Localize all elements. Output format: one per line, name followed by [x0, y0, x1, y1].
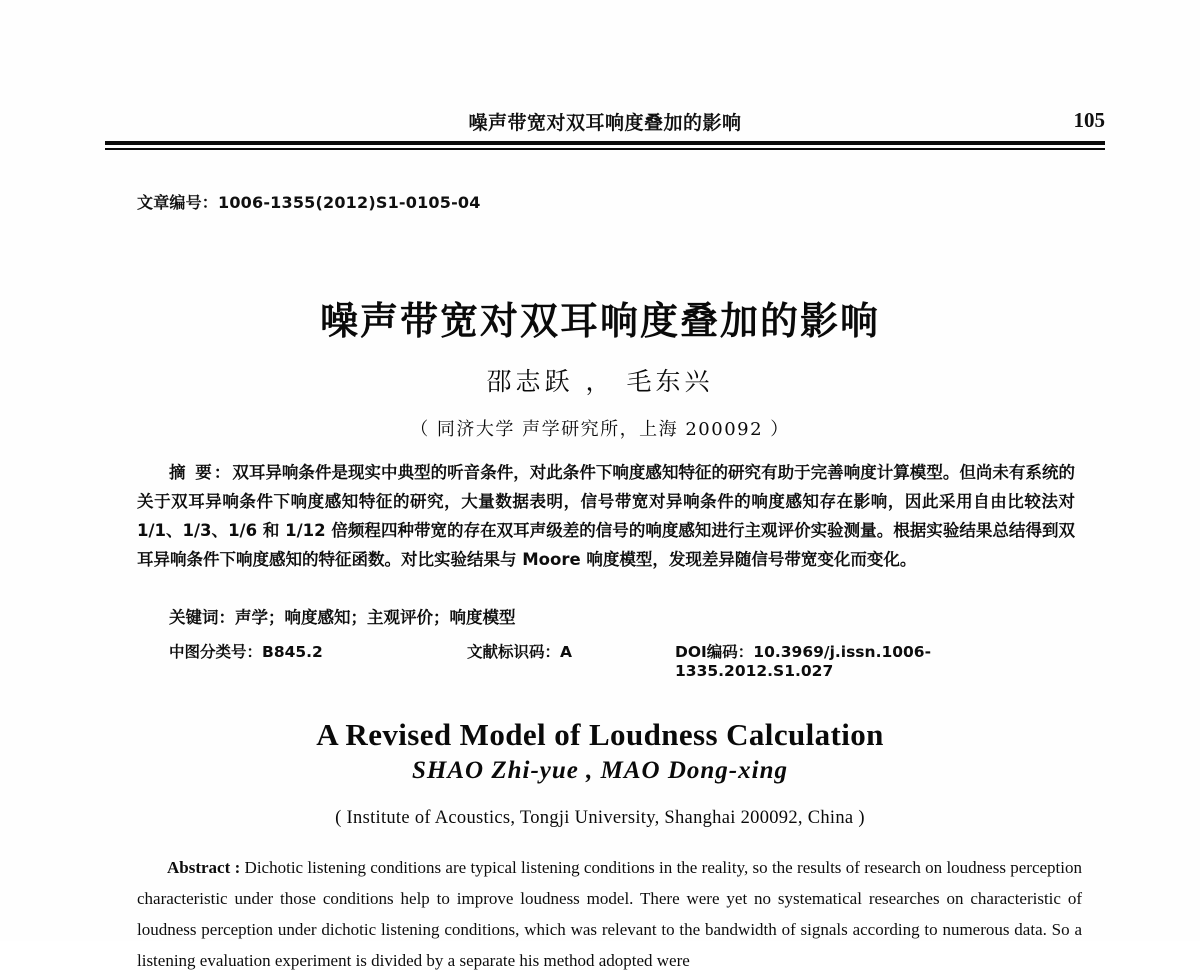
doi-code: DOI编码：10.3969/j.issn.1006-1335.2012.S1.027: [675, 643, 932, 680]
abstract-english: [137, 852, 1082, 976]
page-title-english: A Revised Model of Loudness Calculation: [316, 716, 884, 752]
abstract-chinese: [137, 458, 1075, 574]
classification-row: [137, 640, 1075, 680]
document-code: 文献标识码：A: [467, 643, 572, 661]
abstract-label-english: Abstract :: [167, 858, 241, 877]
running-head-title: 噪声带宽对双耳响度叠加的影响: [468, 112, 742, 134]
article-number: 文章编号：1006-1355(2012)S1-0105-04: [137, 193, 481, 212]
page-number: 105: [1073, 108, 1105, 132]
affiliation-english: ( Institute of Acoustics, Tongji University, Shanghai 200092, China ): [335, 808, 865, 828]
authors-english: SHAO Zhi-yue , MAO Dong-xing: [412, 757, 788, 784]
clc-number: 中图分类号：B845.2: [169, 643, 323, 661]
abstract-label-chinese: 摘 要：: [169, 463, 233, 482]
affiliation-chinese: （ 同济大学 声学研究所，上海 200092 ）: [410, 419, 790, 440]
abstract-body-english: Dichotic listening conditions are typical listening conditions in the reality, so the results of research on loudness perception characteristic under those conditions help to improve loudness model. There were yet no systematical researches on characteristic of loudness perception under dichotic listening conditions, which was relevant to the bandwidth of signals according to numerous data. So a listening evaluation experiment is divided by a separate his method adopted were: [137, 858, 1082, 970]
keywords-chinese: 关键词：声学；响度感知；主观评价；响度模型: [169, 608, 516, 627]
abstract-body-chinese: 双耳异响条件是现实中典型的听音条件，对此条件下响度感知特征的研究有助于完善响度计算模型。但尚未有系统的关于双耳异响条件下响度感知特征的研究，大量数据表明，信号带宽对异响条件的响度感知存在影响，因此采用自由比较法对 1/1、1/3、1/6 和 1/12 倍频程四种带宽的存在双耳声级差的信号的响度感知进行主观评价实验测量。根据实验结果总结得到双耳异响条件下响度感知的特征函数。对比实验结果与 Moore 响度模型，发现差异随信号带宽变化而变化。: [137, 463, 1076, 569]
page-bottom-clip: [0, 941, 1200, 947]
authors-chinese: 邵志跃 ， 毛东兴: [486, 367, 714, 396]
page-title-chinese: 噪声带宽对双耳响度叠加的影响: [319, 299, 880, 344]
header-rule-thick: [105, 141, 1105, 145]
header-rule-thin: [105, 148, 1105, 150]
running-head: [105, 108, 1105, 140]
